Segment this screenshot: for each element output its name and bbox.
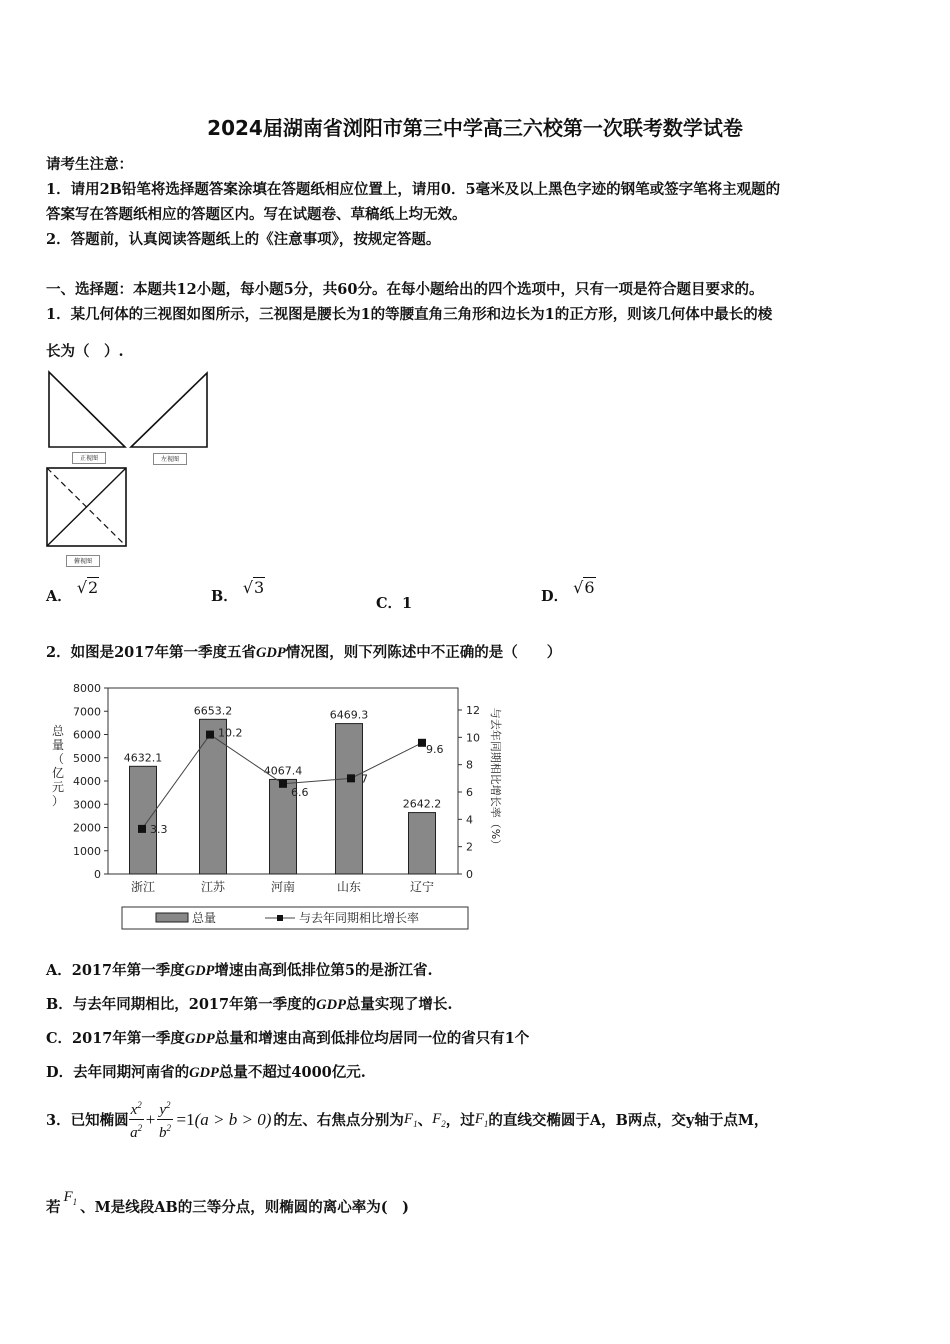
- notice-line-1a: 1．请用2B铅笔将选择题答案涂填在答题纸相应位置上，请用0．5毫米及以上黑色字迹的钢笔或签字笔将主观题的: [46, 181, 781, 198]
- x-tick-label: 山东: [336, 880, 362, 894]
- y2-tick-label: 4: [466, 813, 473, 827]
- y2-tick-label: 10: [466, 731, 480, 745]
- option-pre: D．去年同期河南省的: [46, 1064, 190, 1081]
- q1-option-a[interactable]: [46, 578, 99, 606]
- option-gdp: GDP: [189, 1065, 219, 1081]
- top-view: [47, 468, 126, 546]
- y-tick-label: 0: [94, 868, 101, 881]
- bar-data-label: 6653.2: [193, 704, 233, 718]
- q1-option-d[interactable]: [541, 578, 596, 606]
- q1-option-b[interactable]: [211, 578, 265, 606]
- frac-y: y: [159, 1102, 167, 1118]
- option-gdp: GDP: [184, 963, 215, 979]
- q1-option-c[interactable]: [376, 592, 412, 613]
- equals-one: =1: [176, 1109, 195, 1129]
- option-gdp: GDP: [316, 997, 346, 1013]
- q3-line2-post: 、M是线段AB的三等分点，则椭圆的离心率为( ): [80, 1199, 409, 1216]
- growth-data-label: 3.3: [150, 822, 168, 836]
- q3-stem-line2: 若 $F_1$ 、M是线段AB的三等分点，则椭圆的离心率为( ): [46, 1189, 409, 1216]
- condition: (a > b > 0): [194, 1109, 272, 1129]
- y-tick-label: 4000: [73, 775, 101, 788]
- growth-data-label: 10.2: [218, 726, 243, 740]
- y2-axis-title: 与去年同期相比增长率（%）: [489, 707, 502, 851]
- growth-data-label: 9.6: [426, 742, 444, 756]
- growth-data-label: 7: [361, 772, 368, 786]
- side-view-label: 左视图: [153, 453, 187, 465]
- top-view-label: 俯视图: [66, 555, 100, 567]
- option-letter: A．: [46, 588, 72, 605]
- legend-bar-label: 总量: [192, 911, 217, 925]
- side-view: [131, 373, 207, 447]
- bar-data-label: 2642.2: [402, 797, 442, 811]
- q3-stem: 3．已知椭圆 $\frac{x^2}{a^2}$ + $\frac{y^2}{b^2}$ =1 (a > b > 0) 的左、右焦点分别为 $F_1$ 、 $F_2$ ，过 $F_1$ 的直线交椭圆于A，B两点，交y轴于点M，: [46, 1097, 768, 1142]
- y-axis-title-char: 总: [51, 724, 65, 738]
- y-tick-label: 6000: [73, 728, 101, 742]
- bar-data-label: 4632.1: [123, 751, 163, 765]
- option-letter: D．: [541, 588, 569, 605]
- y-tick-label: 5000: [73, 751, 101, 765]
- q2-stem-gdp: GDP: [255, 645, 286, 661]
- frac-x: x: [130, 1102, 138, 1118]
- y-tick-label: 8000: [73, 682, 101, 695]
- legend-line-label: 与去年同期相比增长率: [299, 911, 420, 925]
- front-view-label: 正视图: [72, 452, 106, 464]
- growth-point: [206, 731, 214, 739]
- growth-point: [279, 780, 287, 788]
- q3-mid: 的左、右焦点分别为: [273, 1112, 404, 1129]
- gdp-bar: [130, 766, 157, 874]
- focus-f1: F: [403, 1110, 414, 1127]
- y2-tick-label: 8: [466, 758, 473, 772]
- x-tick-label: 浙江: [130, 880, 156, 894]
- frac-a: a: [130, 1125, 138, 1141]
- growth-data-label: 6.6: [291, 785, 309, 799]
- option-letter: C．: [376, 595, 403, 612]
- q3-post: 的直线交椭圆于A，B两点，交y轴于点M，: [488, 1112, 769, 1129]
- fraction-y: $\frac{y^2}{b^2}$: [157, 1097, 172, 1142]
- page-title: 2024届湖南省浏阳市第三中学高三六校第一次联考数学试卷: [207, 116, 743, 140]
- q3-line2-pre: 若: [46, 1199, 61, 1216]
- gdp-bar: [336, 724, 363, 874]
- y-tick-label: 3000: [73, 798, 101, 812]
- option-letter: B．: [211, 588, 238, 605]
- x-tick-label: 辽宁: [409, 880, 435, 894]
- gdp-bar: [409, 813, 436, 874]
- q1-stem-a: 1．某几何体的三视图如图所示，三视图是腰长为1的等腰直角三角形和边长为1的正方形，则该几何体中最长的棱: [46, 306, 773, 323]
- q2-option-d[interactable]: [46, 1061, 366, 1082]
- y2-tick-label: 6: [466, 786, 473, 799]
- option-post: 总量和增速由高到低排位均居同一位的省只有1个: [214, 1030, 530, 1047]
- q3-pre: 3．已知椭圆: [46, 1112, 129, 1129]
- option-post: 增速由高到低排位第5的是浙江省.: [214, 962, 433, 979]
- notice-line-1b: 答案写在答题纸相应的答题区内。写在试题卷、草稿纸上均无效。: [46, 206, 467, 223]
- focus-f2: F: [432, 1110, 442, 1127]
- front-view: [49, 372, 125, 447]
- sqrt-expression: √3: [242, 578, 265, 597]
- bar-data-label: 6469.3: [329, 708, 369, 722]
- q2-option-c[interactable]: [46, 1027, 529, 1048]
- option-value: 1: [402, 595, 413, 612]
- sqrt-expression: √6: [573, 578, 595, 597]
- q2-stem-post: 情况图，则下列陈述中不正确的是（ ）: [285, 644, 562, 661]
- option-pre: B．与去年同期相比，2017年第一季度的: [46, 996, 317, 1013]
- growth-point: [418, 739, 426, 747]
- y-tick-label: 2000: [73, 821, 101, 835]
- option-pre: A．2017年第一季度: [46, 962, 185, 979]
- three-view-figure: [40, 365, 220, 570]
- separator: 、: [417, 1112, 433, 1129]
- fraction-x: $\frac{x^2}{a^2}$: [129, 1097, 144, 1142]
- gdp-chart: [40, 675, 520, 935]
- q2-stem-pre: 2．如图是2017年第一季度五省: [46, 644, 256, 661]
- notice-heading: 请考生注意：: [46, 156, 133, 173]
- option-gdp: GDP: [184, 1031, 215, 1047]
- section-heading: 一、选择题：本题共12小题，每小题5分，共60分。在每小题给出的四个选项中，只有一项是符合题目要求的。: [46, 281, 764, 298]
- y-tick-label: 1000: [73, 844, 101, 858]
- growth-point: [347, 774, 355, 782]
- radicand: 3: [254, 578, 265, 597]
- legend-line-marker: [277, 915, 283, 921]
- y-axis-title-char: （: [51, 752, 65, 766]
- radicand: 2: [88, 578, 99, 597]
- x-tick-label: 河南: [270, 880, 296, 894]
- x-tick-label: 江苏: [200, 880, 226, 894]
- y-tick-label: 7000: [73, 705, 101, 719]
- q3-mid2: ，过: [445, 1112, 475, 1129]
- y-axis-title-char: ）: [51, 794, 65, 808]
- y2-tick-label: 12: [466, 704, 480, 717]
- option-post: 总量实现了增长.: [345, 996, 453, 1013]
- legend-bar-swatch: [156, 913, 188, 922]
- y-axis-title-char: 元: [51, 780, 65, 794]
- option-post: 总量不超过4000亿元.: [218, 1064, 366, 1081]
- y2-tick-label: 0: [466, 868, 473, 881]
- q2-stem: [46, 641, 561, 662]
- bar-data-label: 4067.4: [263, 764, 303, 778]
- focus-f1-again: F: [474, 1110, 484, 1127]
- notice-line-2: 2．答题前，认真阅读答题纸上的《注意事项》，按规定答题。: [46, 231, 441, 248]
- q1-stem-b: 长为（ ）.: [46, 343, 124, 360]
- y-axis-title-char: 亿: [51, 766, 65, 780]
- y-axis-title-char: 量: [51, 738, 65, 752]
- focus-f1-line2: F: [63, 1189, 73, 1205]
- frac-b: b: [158, 1125, 167, 1141]
- radicand: 6: [584, 578, 595, 597]
- q2-option-b[interactable]: [46, 993, 453, 1014]
- growth-point: [138, 825, 146, 833]
- y2-tick-label: 2: [466, 840, 473, 854]
- option-pre: C．2017年第一季度: [46, 1030, 185, 1047]
- sqrt-expression: √2: [76, 578, 99, 597]
- q2-option-a[interactable]: [46, 959, 433, 980]
